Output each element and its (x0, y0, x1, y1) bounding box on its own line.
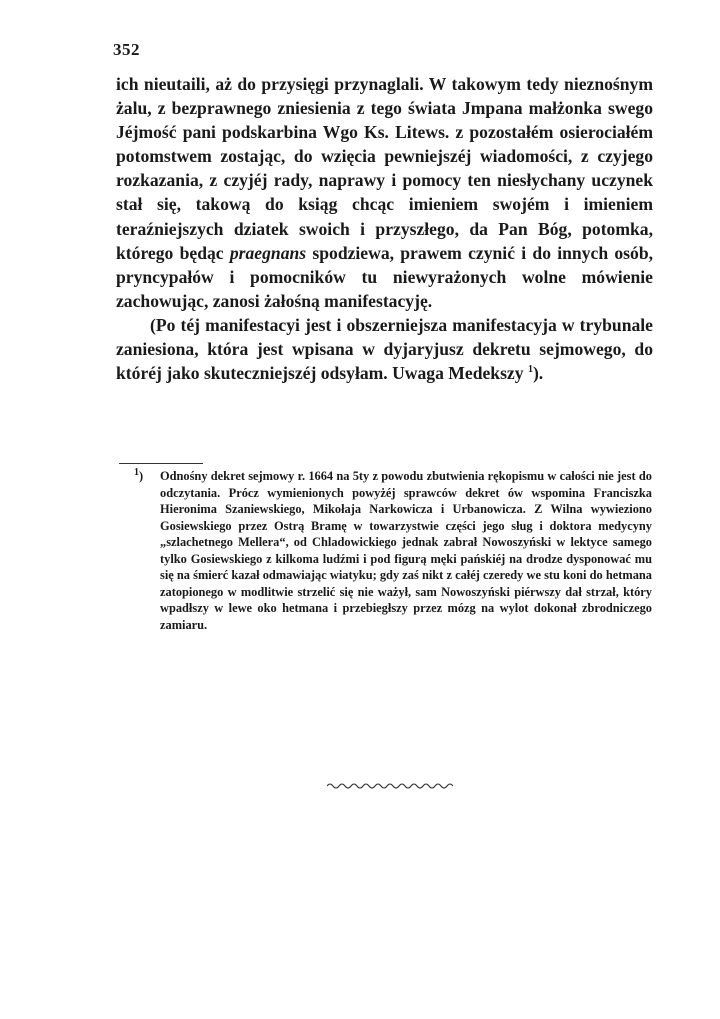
italic-term: praegnans (229, 242, 307, 263)
footnote-marker (134, 468, 160, 485)
paragraph-1-text-b: spodziewa, prawem czynić i do innych osób, pryncypałów i pomocników tu niewyrażonych wolne mówienie zachowując, zanosi żałośną manifestacyję. (116, 242, 653, 311)
paragraph-1 (116, 72, 653, 313)
paragraph-2-end: ). (532, 363, 544, 384)
page-number: 352 (113, 40, 140, 59)
paragraph-2 (116, 313, 653, 385)
main-text-body (116, 72, 653, 385)
paragraph-2-text: (Po téj manifestacyi jest i obszerniejsza manifestacyja w trybunale zaniesiona, która jest wpisana w dyjaryjusz dekretu sejmowego, do któréj jako skuteczniejszéj odsyłam. Uwaga Medekszy (116, 314, 653, 384)
footnote-marker-number: 1 (134, 466, 139, 478)
footnote-divider (119, 463, 203, 464)
paragraph-1-text-a: ich nieutaili, aż do przysięgi przynaglali. W takowym tedy nieznośnym żalu, z bezprawnego zniesienia z tego świata Jmpana małżonka swego Jéjmość pani podskarbina Wgo Ks. Litews. z pozostałém osierociałém potomstwem zostając, do wzięcia pewniejszéj wiadomości, z czyjego rozkazania, z czyjéj rady, naprawy i pomocy ten niesłychany uczynek stał się, takową do ksiąg chcąc imieniem swojém i imieniem teraźniejszych dziatek swoich i przyszłego, da Pan Bóg, potomka, którego będąc (116, 74, 653, 263)
footnote-marker-paren: ) (139, 469, 144, 483)
wavy-line-ornament (327, 782, 453, 790)
footnote-reference: 1 (527, 364, 533, 376)
footnote-text: Odnośny dekret sejmowy r. 1664 na 5ty z powodu zbutwienia rękopismu w całości nie jest do odczytania. Prócz wymienionych powyżéj sprawców dekret ów wspomina Franciszka Hieronima Szaniewskiego, Mikołaja Narkowicza i Urbanowicza. Z Wilna wywieziono Gosiewskiego przez Ostrą Bramę w towarzystwie części jego sług i doktora medycyny „szlachetnego Mellera“, od Chladowickiego jednak zabrał Nowoszyński w lektyce samego tylko Gosiewskiego z kilkoma ludźmi i pod figurą męki pańskiéj na drodze dysponować mu się na śmierć kazał odmawiając wiatyku; gdy zaś nikt z całéj czeredy we stu koni do hetmana zatopionego w modlitwie strzelić się nie ważył, sam Nowoszyński piérwszy dał strzał, który wpadłszy w lewe oko hetmana i przebiegłszy przez mózg na wylot dokonał zbrodniczego zamiaru. (160, 469, 652, 632)
footnote (120, 468, 652, 633)
